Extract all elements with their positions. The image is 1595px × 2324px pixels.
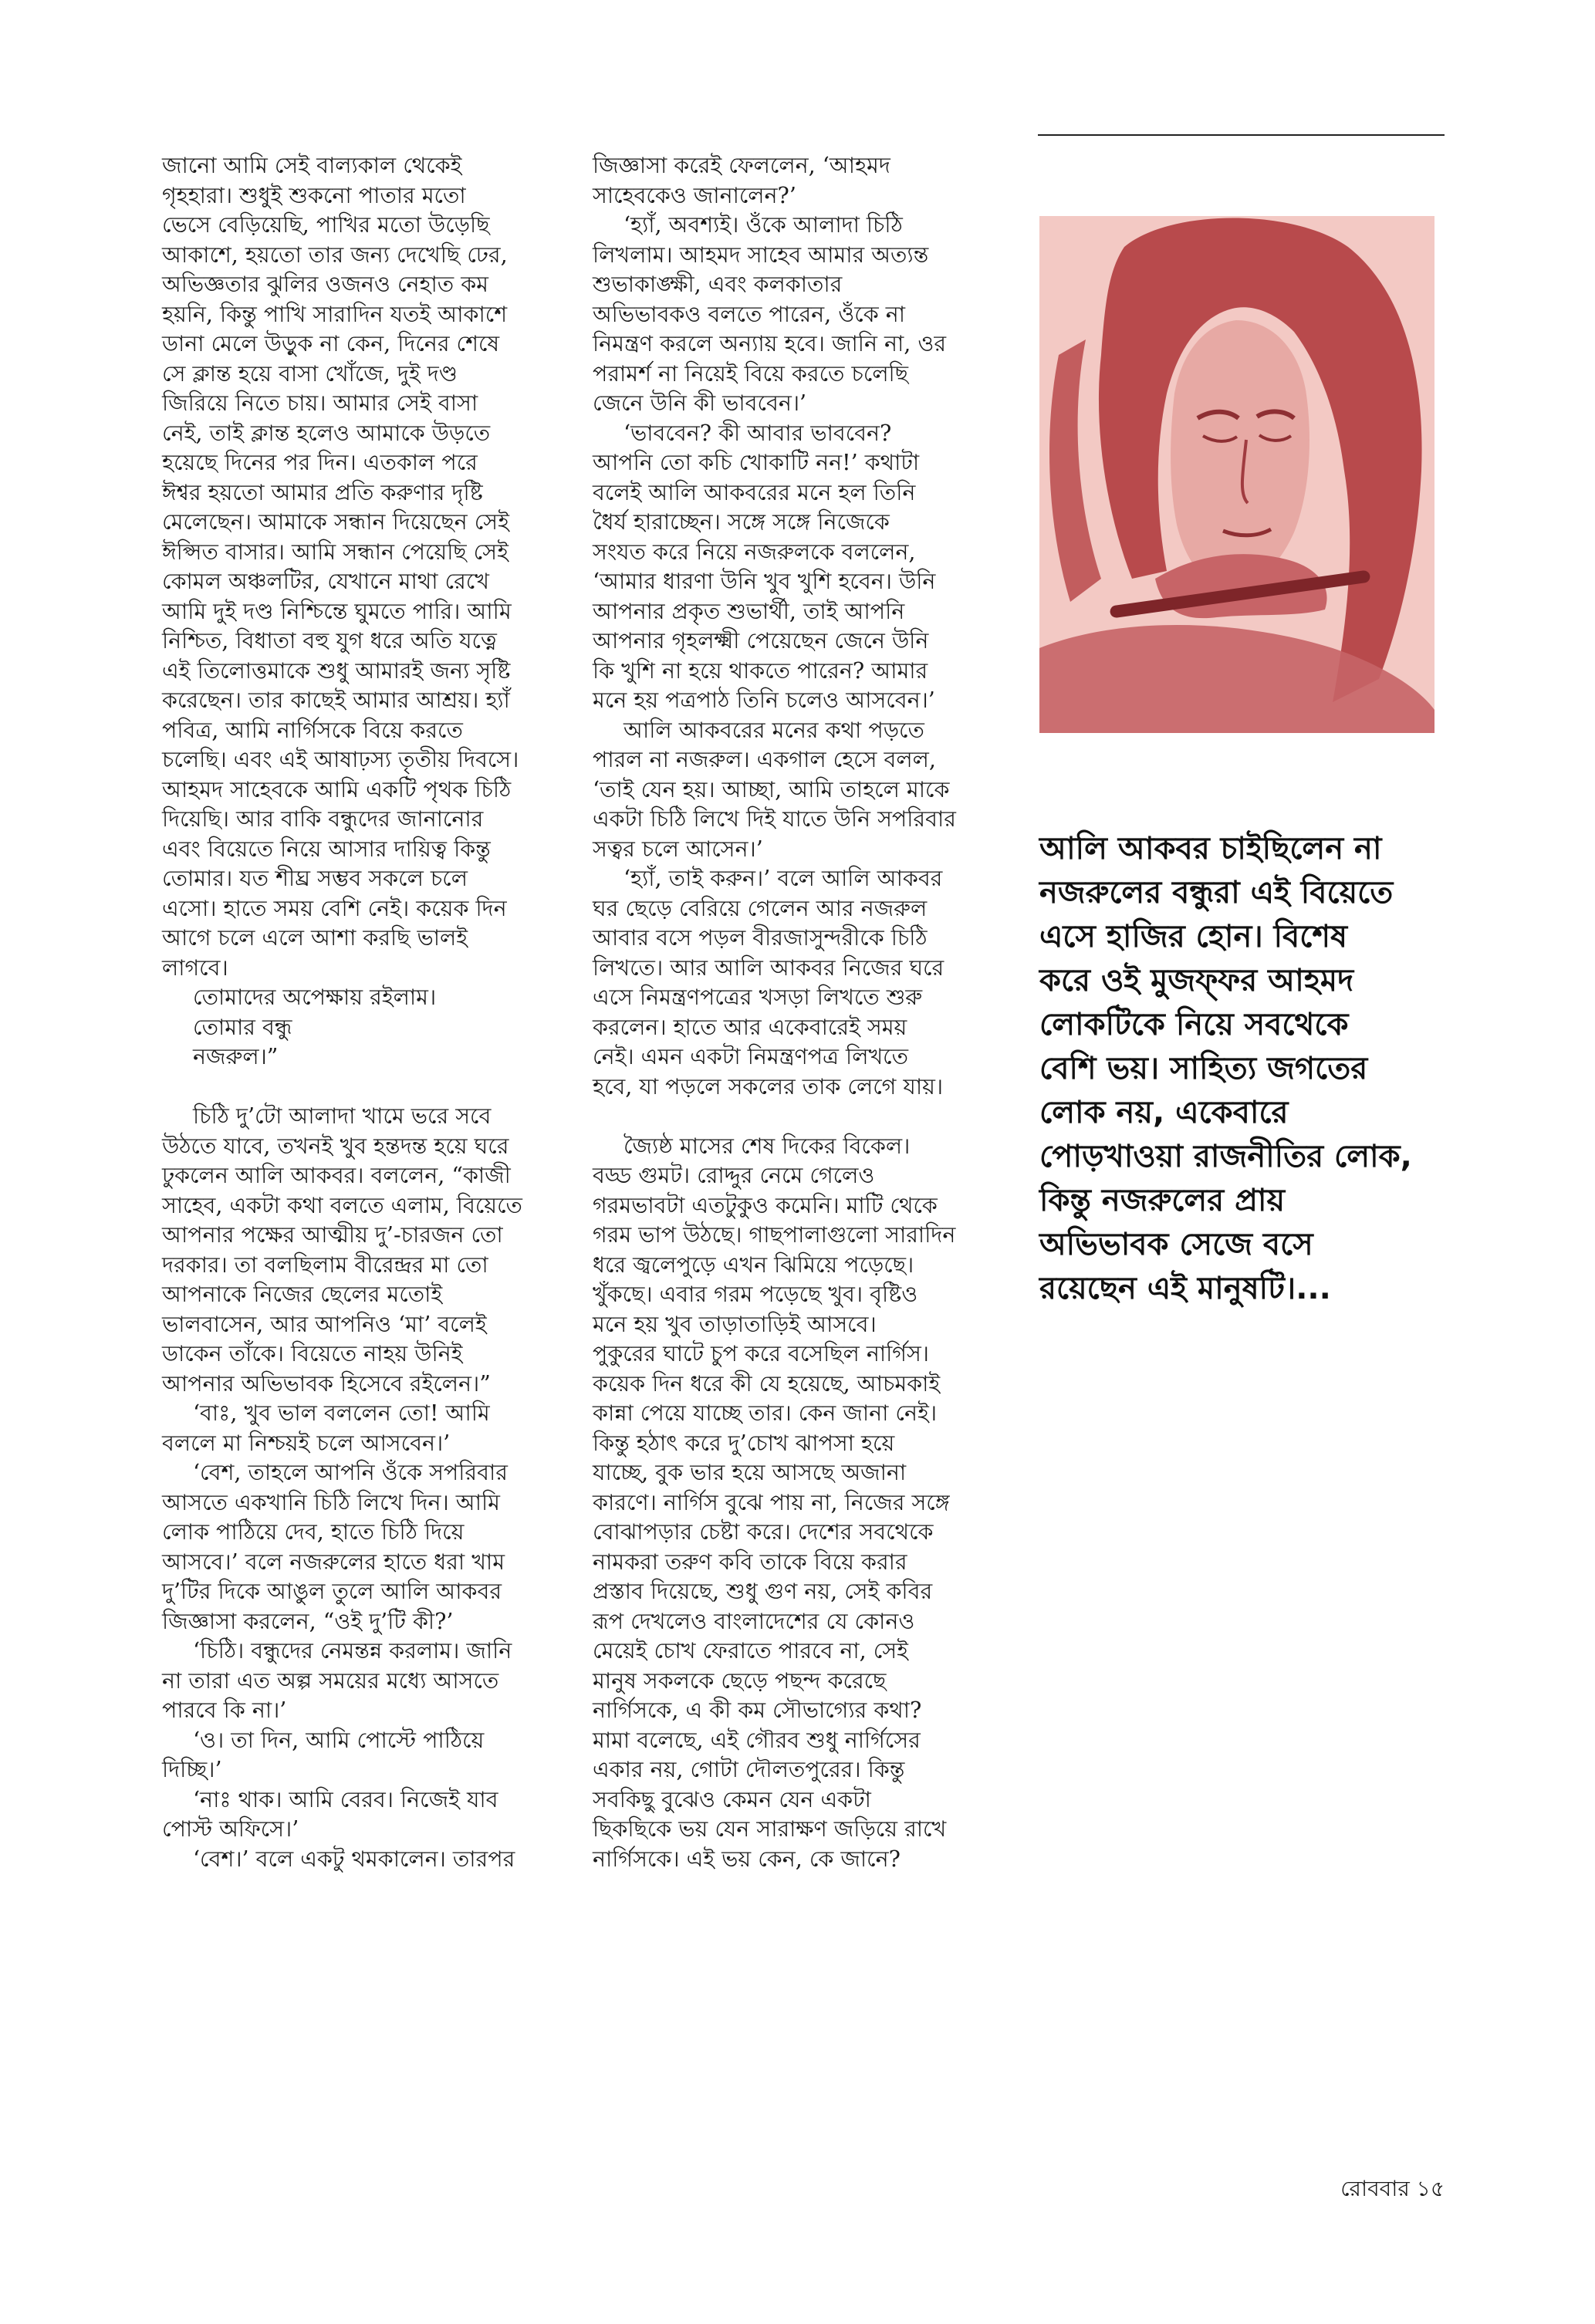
column-2-line: লিখলাম। আহমদ সাহেব আমার অত্যন্ত: [593, 242, 929, 268]
column-2-line: গরমভাবটা এতটুকুও কমেনি। মাটি থেকে: [593, 1192, 938, 1218]
column-1-line: আপনার পক্ষের আত্মীয় দু’-চারজন তো: [162, 1222, 503, 1248]
paragraph-break: [593, 1102, 994, 1132]
column-1-line: এই তিলোত্তমাকে শুধু আমারই জন্য সৃষ্টি: [162, 657, 511, 684]
column-2-line: ঘর ছেড়ে বেরিয়ে গেলেন আর নজরুল: [593, 895, 928, 921]
column-1-line: ‘বেশ, তাহলে আপনি ওঁকে সপরিবার: [193, 1460, 508, 1485]
column-2-line: সংযত করে নিয়ে নজরুলকে বললেন,: [593, 539, 916, 565]
column-1-line: লোক পাঠিয়ে দেব, হাতে চিঠি দিয়ে: [162, 1519, 465, 1545]
column-1-line: এসো। হাতে সময় বেশি নেই। কয়েক দিন: [162, 895, 507, 921]
column-1-line: সে ক্লান্ত হয়ে বাসা খোঁজে, দুই দণ্ড: [162, 360, 458, 387]
column-1-line: ভালবাসেন, আর আপনিও ‘মা’ বলেই: [162, 1311, 487, 1337]
column-2-line: গরম ভাপ উঠছে। গাছপালাগুলো সারাদিন: [593, 1222, 956, 1248]
column-2-line: পরামর্শ না নিয়েই বিয়ে করতে চলেছি: [593, 360, 908, 387]
column-2-line: জিজ্ঞাসা করেই ফেললেন, ‘আহমদ: [593, 153, 890, 178]
column-1-line: আগে চলে এলে আশা করছি ভালই: [162, 925, 468, 951]
column-1-line: তোমার। যত শীঘ্র সম্ভব সকলে চলে: [162, 866, 468, 891]
portrait-illustration: [1039, 216, 1434, 733]
column-1-line: আসবে।’ বলে নজরুলের হাতে ধরা খাম: [162, 1549, 505, 1575]
column-2-line: জেনে উনি কী ভাববেন।’: [593, 390, 807, 416]
column-1-line: আহমদ সাহেবকে আমি একটি পৃথক চিঠি: [162, 776, 512, 802]
column-1-line: ‘বাঃ, খুব ভাল বললেন তো! আমি: [193, 1400, 490, 1426]
article-column-2: [593, 151, 994, 1874]
column-2-line: কিন্তু হঠাৎ করে দু’চোখ ঝাপসা হয়ে: [593, 1430, 895, 1456]
column-2-line: ‘তাই যেন হয়। আচ্ছা, আমি তাহলে মাকে: [593, 776, 950, 802]
column-2-line: শুভাকাঙ্ক্ষী, এবং কলকাতার: [593, 272, 843, 297]
column-1-line: হয়নি, কিন্তু পাখি সারাদিন যতই আকাশে: [162, 301, 508, 327]
column-2-line: প্রস্তাব দিয়েছে, শুধু গুণ নয়, সেই কবির: [593, 1579, 933, 1604]
pull-quote-line: লোক নয়, একেবারে: [1039, 1095, 1289, 1130]
column-1-line: দরকার। তা বলছিলাম বীরেন্দ্রর মা তো: [162, 1252, 488, 1278]
column-2-line: মামা বলেছে, এই গৌরব শুধু নার্গিসের: [593, 1727, 921, 1753]
pull-quote-line: এসে হাজির হোন। বিশেষ: [1039, 919, 1348, 954]
column-1-line: লাগবে।: [162, 954, 228, 981]
column-2-line: কারণে। নার্গিস বুঝে পায় না, নিজের সঙ্গে: [593, 1489, 950, 1515]
column-1-line: পবিত্র, আমি নার্গিসকে বিয়ে করতে: [162, 717, 463, 743]
column-1-line: তোমাদের অপেক্ষায় রইলাম।: [193, 985, 437, 1010]
column-2-line: বড্ড গুমট। রোদ্দুর নেমে গেলেও: [593, 1163, 875, 1188]
column-2-line: আপনি তো কচি খোকাটি নন!’ কথাটা: [593, 450, 920, 475]
column-2-line: ছিকছিকে ভয় যেন সারাক্ষণ জড়িয়ে রাখে: [593, 1816, 947, 1842]
column-2-line: ধরে জ্বলেপুড়ে এখন ঝিমিয়ে পড়েছে।: [593, 1252, 914, 1278]
column-2-line: আবার বসে পড়ল বীরজাসুন্দরীকে চিঠি: [593, 925, 928, 951]
top-rule: [1038, 134, 1445, 136]
pull-quote: [1039, 827, 1460, 1311]
portrait-drawing: [1039, 216, 1434, 733]
pull-quote-line: রয়েছেন এই মানুষটি।...: [1039, 1271, 1331, 1306]
column-2-line: মেয়েই চোখ ফেরাতে পারবে না, সেই: [593, 1638, 908, 1664]
article-column-1: [162, 151, 563, 1874]
column-2-line: লিখতে। আর আলি আকবর নিজের ঘরে: [593, 954, 944, 981]
column-1-line: পারবে কি না।’: [162, 1697, 287, 1723]
column-1-line: দিয়েছি। আর বাকি বন্ধুদের জানানোর: [162, 806, 484, 832]
column-2-line: ‘আমার ধারণা উনি খুব খুশি হবেন। উনি: [593, 569, 936, 594]
column-1-line: বললে মা নিশ্চয়ই চলে আসবেন।’: [162, 1430, 451, 1456]
column-1-line: ঢুকলেন আলি আকবর। বললেন, “কাজী: [162, 1163, 511, 1188]
column-1-line: অভিজ্ঞতার ঝুলির ওজনও নেহাত কম: [162, 272, 488, 297]
column-2-line: মানুষ সকলকে ছেড়ে পছন্দ করেছে: [593, 1667, 887, 1694]
column-1-line: ‘ও। তা দিন, আমি পোস্টে পাঠিয়ে: [193, 1727, 485, 1753]
column-2-line: সাহেবকেও জানালেন?’: [593, 182, 796, 208]
column-2-line: আলি আকবরের মনের কথা পড়তে: [623, 717, 924, 743]
column-1-line: চলেছি। এবং এই আষাঢ়স্য তৃতীয় দিবসে।: [162, 747, 519, 772]
column-2-line: পুকুরের ঘাটে চুপ করে বসেছিল নার্গিস।: [593, 1341, 929, 1366]
column-2-line: ‘হ্যাঁ, তাই করুন।’ বলে আলি আকবর: [623, 866, 943, 891]
column-1-line: আপনাকে নিজের ছেলের মতোই: [162, 1282, 443, 1307]
column-1-line: ঈপ্সিত বাসার। আমি সন্ধান পেয়েছি সেই: [162, 539, 509, 565]
pull-quote-line: পোড়খাওয়া রাজনীতির লোক,: [1039, 1139, 1412, 1174]
column-1-line: নিশ্চিত, বিধাতা বহু যুগ ধরে অতি যত্নে: [162, 628, 497, 654]
column-1-line: দিচ্ছি।’: [162, 1757, 222, 1782]
column-2-line: জ্যৈষ্ঠ মাসের শেষ দিকের বিকেল।: [623, 1133, 911, 1159]
column-2-line: অভিভাবকও বলতে পারেন, ওঁকে না: [593, 301, 905, 327]
pull-quote-line: আলি আকবর চাইছিলেন না: [1039, 831, 1382, 866]
column-2-line: রূপ দেখলেও বাংলাদেশের যে কোনও: [593, 1608, 915, 1634]
column-1-line: ডাকেন তাঁকে। বিয়েতে নাহয় উনিই: [162, 1341, 463, 1366]
column-1-line: পোস্ট অফিসে।’: [162, 1816, 299, 1842]
column-1-line: এবং বিয়েতে নিয়ে আসার দায়িত্ব কিন্তু: [162, 836, 491, 862]
column-1-line: হয়েছে দিনের পর দিন। এতকাল পরে: [162, 450, 478, 475]
column-2-line: ‘ভাববেন? কী আবার ভাববেন?: [623, 420, 892, 446]
pull-quote-line: বেশি ভয়। সাহিত্য জগতের: [1039, 1051, 1368, 1086]
column-1-line: ভেসে বেড়িয়েছি, পাখির মতো উড়েছি: [162, 212, 490, 238]
column-2-line: এসে নিমন্ত্রণপত্রের খসড়া লিখতে শুরু: [593, 985, 923, 1010]
column-2-line: মনে হয় পত্রপাঠ তিনি চলেও আসবেন।’: [593, 687, 935, 713]
column-2-line: কান্না পেয়ে যাচ্ছে তার। কেন জানা নেই।: [593, 1400, 938, 1426]
column-1-line: কোমল অঞ্চলটির, যেখানে মাথা রেখে: [162, 569, 489, 594]
column-1-line: আমি দুই দণ্ড নিশ্চিন্তে ঘুমতে পারি। আমি: [162, 598, 512, 624]
column-2-line: মনে হয় খুব তাড়াতাড়িই আসবে।: [593, 1311, 877, 1337]
column-1-line: আপনার অভিভাবক হিসেবে রইলেন।”: [162, 1370, 491, 1397]
column-1-line: জিরিয়ে নিতে চায়। আমার সেই বাসা: [162, 390, 478, 416]
column-1-line: তোমার বন্ধু: [193, 1014, 292, 1040]
pull-quote-line: কিন্তু নজরুলের প্রায়: [1039, 1183, 1286, 1218]
column-1-line: ‘বেশ।’ বলে একটু থমকালেন। তারপর: [193, 1846, 515, 1872]
pull-quote-line: নজরুলের বন্ধুরা এই বিয়েতে: [1039, 875, 1394, 910]
column-1-line: গৃহহারা। শুধুই শুকনো পাতার মতো: [162, 182, 466, 208]
column-2-line: করলেন। হাতে আর একেবারেই সময়: [593, 1014, 907, 1040]
paragraph-break: [162, 1072, 563, 1103]
column-1-line: ডানা মেলে উড়ুক না কেন, দিনের শেষে: [162, 331, 500, 356]
column-1-line: ‘নাঃ থাক। আমি বেরব। নিজেই যাব: [193, 1786, 498, 1812]
column-2-line: আপনার গৃহলক্ষ্মী পেয়েছেন জেনে উনি: [593, 628, 929, 654]
column-2-line: খুঁকছে। এবার গরম পড়েছে খুব। বৃষ্টিও: [593, 1282, 918, 1307]
column-1-line: নজরুল।”: [193, 1044, 279, 1069]
column-2-line: সবকিছু বুঝেও কেমন যেন একটা: [593, 1786, 871, 1812]
column-2-line: নেই। এমন একটা নিমন্ত্রণপত্র লিখতে: [593, 1044, 908, 1069]
page-folio: রোববার ১৫: [1340, 2176, 1445, 2201]
column-2-line: কয়েক দিন ধরে কী যে হয়েছে, আচমকাই: [593, 1370, 941, 1397]
column-1-line: জিজ্ঞাসা করলেন, “ওই দু’টি কী?’: [162, 1608, 454, 1634]
pull-quote-line: লোকটিকে নিয়ে সবথেকে: [1039, 1007, 1349, 1042]
column-1-line: আসতে একখানি চিঠি লিখে দিন। আমি: [162, 1489, 500, 1515]
column-1-line: না তারা এত অল্প সময়ের মধ্যে আসতে: [162, 1667, 499, 1694]
pull-quote-line: অভিভাবক সেজে বসে: [1039, 1227, 1313, 1262]
column-2-line: নামকরা তরুণ কবি তাকে বিয়ে করার: [593, 1549, 907, 1575]
column-2-line: নিমন্ত্রণ করলে অন্যায় হবে। জানি না, ওর: [593, 331, 947, 356]
column-2-line: নার্গিসকে। এই ভয় কেন, কে জানে?: [593, 1846, 901, 1872]
column-2-line: সত্বর চলে আসেন।’: [593, 836, 763, 862]
column-1-line: জানো আমি সেই বাল্যকাল থেকেই: [162, 153, 462, 178]
column-2-line: একার নয়, গোটা দৌলতপুরের। কিন্তু: [593, 1757, 905, 1782]
column-1-line: মেলেছেন। আমাকে সন্ধান দিয়েছেন সেই: [162, 509, 509, 535]
column-1-line: উঠতে যাবে, তখনই খুব হন্তদন্ত হয়ে ঘরে: [162, 1133, 509, 1159]
column-1-line: করেছেন। তার কাছেই আমার আশ্রয়। হ্যাঁ: [162, 687, 510, 713]
column-1-line: ‘চিঠি। বন্ধুদের নেমন্তন্ন করলাম। জানি: [193, 1638, 512, 1664]
column-1-line: চিঠি দু’টো আলাদা খামে ভরে সবে: [193, 1103, 492, 1129]
column-1-line: ঈশ্বর হয়তো আমার প্রতি করুণার দৃষ্টি: [162, 479, 483, 505]
column-1-line: নেই, তাই ক্লান্ত হলেও আমাকে উড়তে: [162, 420, 491, 446]
column-2-line: ধৈর্য হারাচ্ছেন। সঙ্গে সঙ্গে নিজেকে: [593, 509, 890, 535]
column-1-line: দু’টির দিকে আঙুল তুলে আলি আকবর: [162, 1579, 502, 1604]
pull-quote-line: করে ওই মুজফ্ফর আহমদ: [1039, 963, 1354, 998]
column-2-line: যাচ্ছে, বুক ভার হয়ে আসছে অজানা: [593, 1460, 907, 1485]
column-1-line: আকাশে, হয়তো তার জন্য দেখেছি ঢের,: [162, 242, 508, 268]
column-2-line: আপনার প্রকৃত শুভার্থী, তাই আপনি: [593, 598, 905, 624]
column-2-line: পারল না নজরুল। একগাল হেসে বলল,: [593, 747, 936, 772]
column-1-line: সাহেব, একটা কথা বলতে এলাম, বিয়েতে: [162, 1192, 522, 1218]
column-2-line: ‘হ্যাঁ, অবশ্যই। ওঁকে আলাদা চিঠি: [623, 212, 903, 238]
column-2-line: হবে, যা পড়লে সকলের তাক লেগে যায়।: [593, 1073, 944, 1100]
column-2-line: বলেই আলি আকবরের মনে হল তিনি: [593, 479, 916, 505]
column-2-line: বোঝাপড়ার চেষ্টা করে। দেশের সবথেকে: [593, 1519, 934, 1545]
column-2-line: একটা চিঠি লিখে দিই যাতে উনি সপরিবার: [593, 806, 956, 832]
column-2-line: কি খুশি না হয়ে থাকতে পারেন? আমার: [593, 657, 928, 684]
column-2-line: নার্গিসকে, এ কী কম সৌভাগ্যের কথা?: [593, 1697, 922, 1723]
